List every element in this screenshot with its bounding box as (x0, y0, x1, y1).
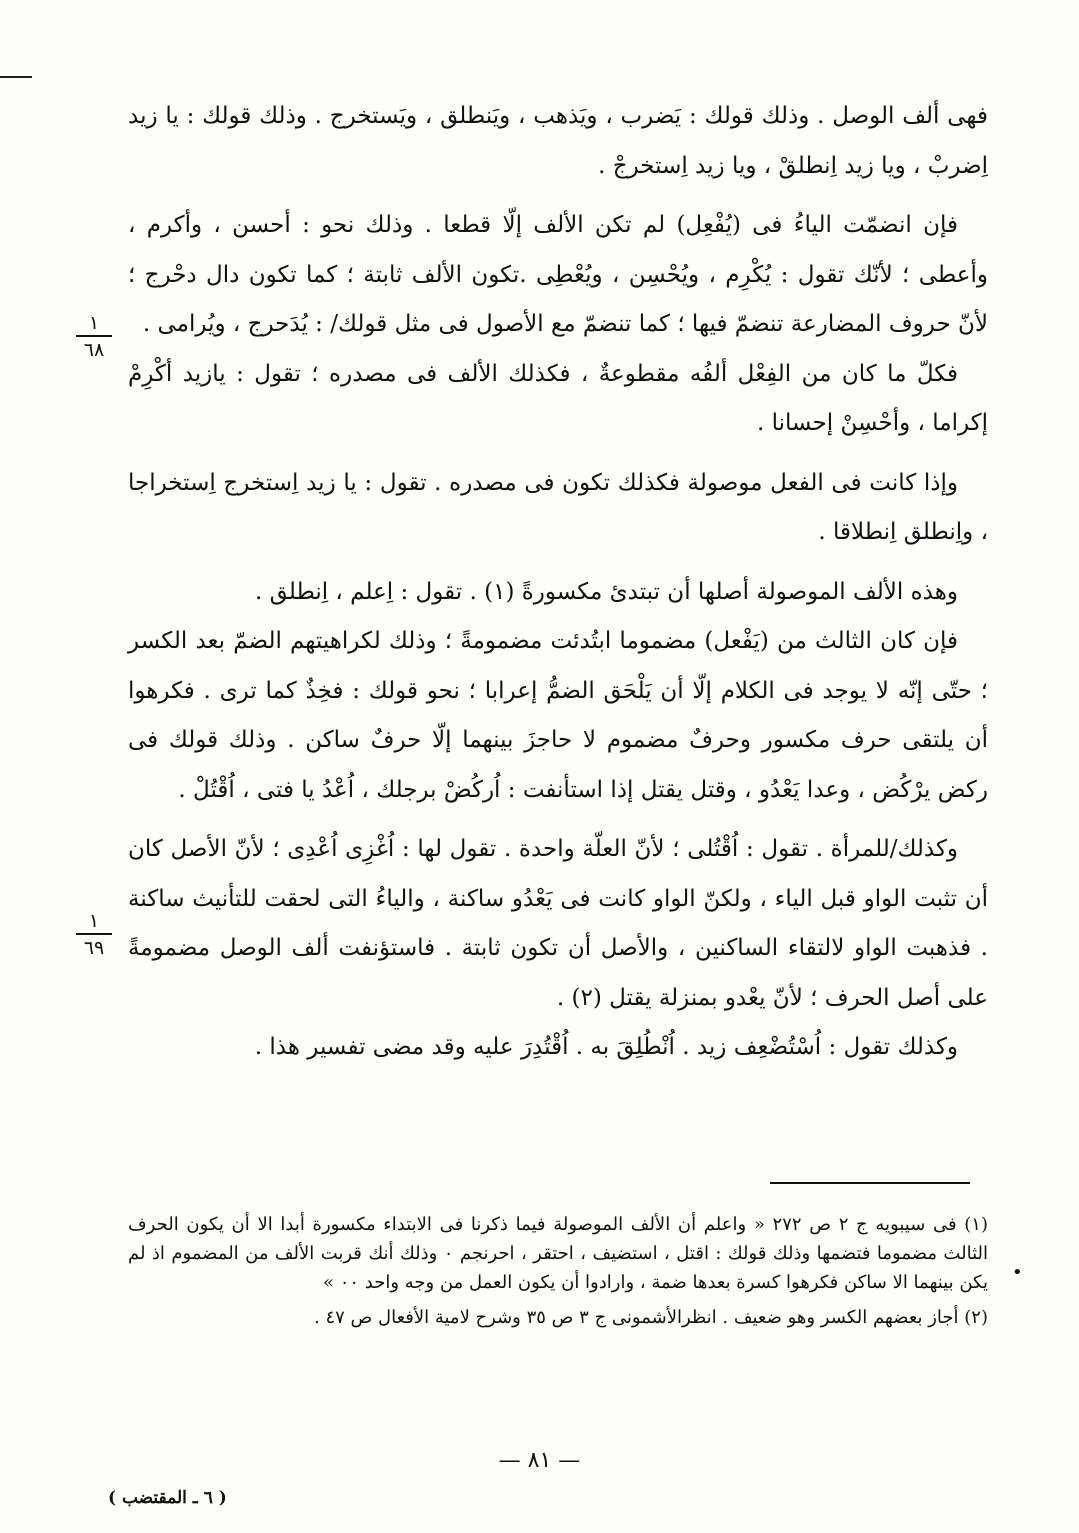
signature-mark: ( ٦ ـ المقتضب ) (108, 1488, 227, 1508)
margin-note-1 (76, 312, 112, 361)
footnotes (128, 1210, 988, 1332)
margin-note-1-num: ١ (76, 312, 112, 337)
paragraph-6: فإن كان الثالث من (يَفْعل) مضموما ابتُدئت مضمومةً ؛ وذلك لكراهيتهم الضمّ بعد الكسر ؛ حتّى إنّه لا يوجد فى الكلام إلّا أن يَلْحَق الضمُّ إعرابا ؛ نحو قولك : فخِذٌ كما ترى . فكرهوا أن يلتقى حرف مكسور وحرفٌ مضموم لا حاجزَ بينهما إلّا حرفٌ ساكن . وذلك قولك فى ركض يرْكُض ، وعدا يَعْدُو ، وقتل يقتل إذا استأنفت : اُركُضْ برجلك ، اُعْدُ يا فتى ، اُقْتُلْ . (128, 628, 988, 803)
paragraph-4: وإذا كانت فى الفعل موصولة فكذلك تكون فى مصدره . تقول : يا زيد اِستخرج اِستخراجا ، واِنطلق اِنطلاقا . (128, 469, 988, 545)
page-number: — ٨١ — (498, 1448, 581, 1473)
margin-note-2 (76, 910, 112, 959)
footnote-separator (770, 1182, 970, 1184)
margin-note-2-den: ٦٩ (83, 937, 105, 959)
footnote-2: (٢) أجاز بعضهم الكسر وهو ضعيف . انظرالأشمونى ج ٣ ص ٣٥ وشرح لامية الأفعال ص ٤٧ . (314, 1307, 988, 1328)
paragraph-8: وكذلك تقول : اُسْتُضْعِف زيد . اُنْطُلِقَ به . اُقْتُدِرَ عليه وقد مضى تفسير هذا . (254, 1034, 958, 1060)
margin-note-2-num: ١ (76, 910, 112, 935)
footnote-1: (١) فى سيبويه ج ٢ ص ٢٧٢ « واعلم أن الألف الموصولة فيما ذكرنا فى الابتداء مكسورة أبدا الا أن يكون الحرف الثالث مضموما فتضمها وذلك قولك : اقتل ، استضيف ، احتقر ، احرنجم ٠ وذلك أنك قربت الألف من المضموم اذ لم يكن بينهما الا ساكن فكرهوا كسرة بعدها ضمة ، وارادوا أن يكون العمل من وجه واحد ٠٠ » (128, 1214, 988, 1293)
margin-note-1-den: ٦٨ (83, 339, 105, 361)
paragraph-3: فكلّ ما كان من الفِعْل ألفُه مقطوعةٌ ، فكذلك الألف فى مصدره ؛ تقول : يازيد أكْرِمْ إكراما ، وأحْسِنْ إحسانا . (128, 360, 988, 436)
corner-mark (0, 76, 32, 78)
paragraph-7: وكذلك/للمرأة . تقول : اُقْتُلى ؛ لأنّ العلّة واحدة . تقول لها : اُغْزِى اُعْدِى ؛ لأنّ الأصل كان أن تثبت الواو قبل الياء ، ولكنّ الواو كانت فى يَعْدُو ساكنة ، والياءُ التى لحقت للتأنيث ساكنة . فذهبت الواو لالتقاء الساكنين ، والأصل أن تكون ثابتة . فاستؤنفت ألف الوصل مضمومةً على أصل الحرف ؛ لأنّ يعْدو بمنزلة يقتل (٢) . (128, 836, 988, 1011)
paragraph-5: وهذه الألف الموصولة أصلها أن تبتدئ مكسورةً (١) . تقول : اِعلم ، اِنطلق . (255, 578, 958, 605)
paragraph-2: فإن انضمّت الياءُ فى (يُفْعِل) لم تكن الألف إلّا قطعا . وذلك نحو : أحسن ، وأكرم ، وأعطى ؛ لأنّك تقول : يُكْرِم ، ويُحْسِن ، ويُعْطِى .تكون الألف ثابتة ؛ كما تكون دال دحْرج ؛ لأنّ حروف المضارعة تنضمّ فيها ؛ كما تنضمّ مع الأصول فى مثل قولك/ : يُدَحرج ، ويُرامى . (128, 212, 988, 337)
margin-dot: • (1012, 1262, 1023, 1283)
paragraph-1: فهى ألف الوصل . وذلك قولك : يَضرب ، ويَذهب ، ويَنطلق ، ويَستخرج . وذلك قولك : يا زيد اِضربْ ، ويا زيد اِنطلقْ ، ويا زيد اِستخرجْ . (128, 103, 988, 179)
main-text (128, 92, 988, 1073)
